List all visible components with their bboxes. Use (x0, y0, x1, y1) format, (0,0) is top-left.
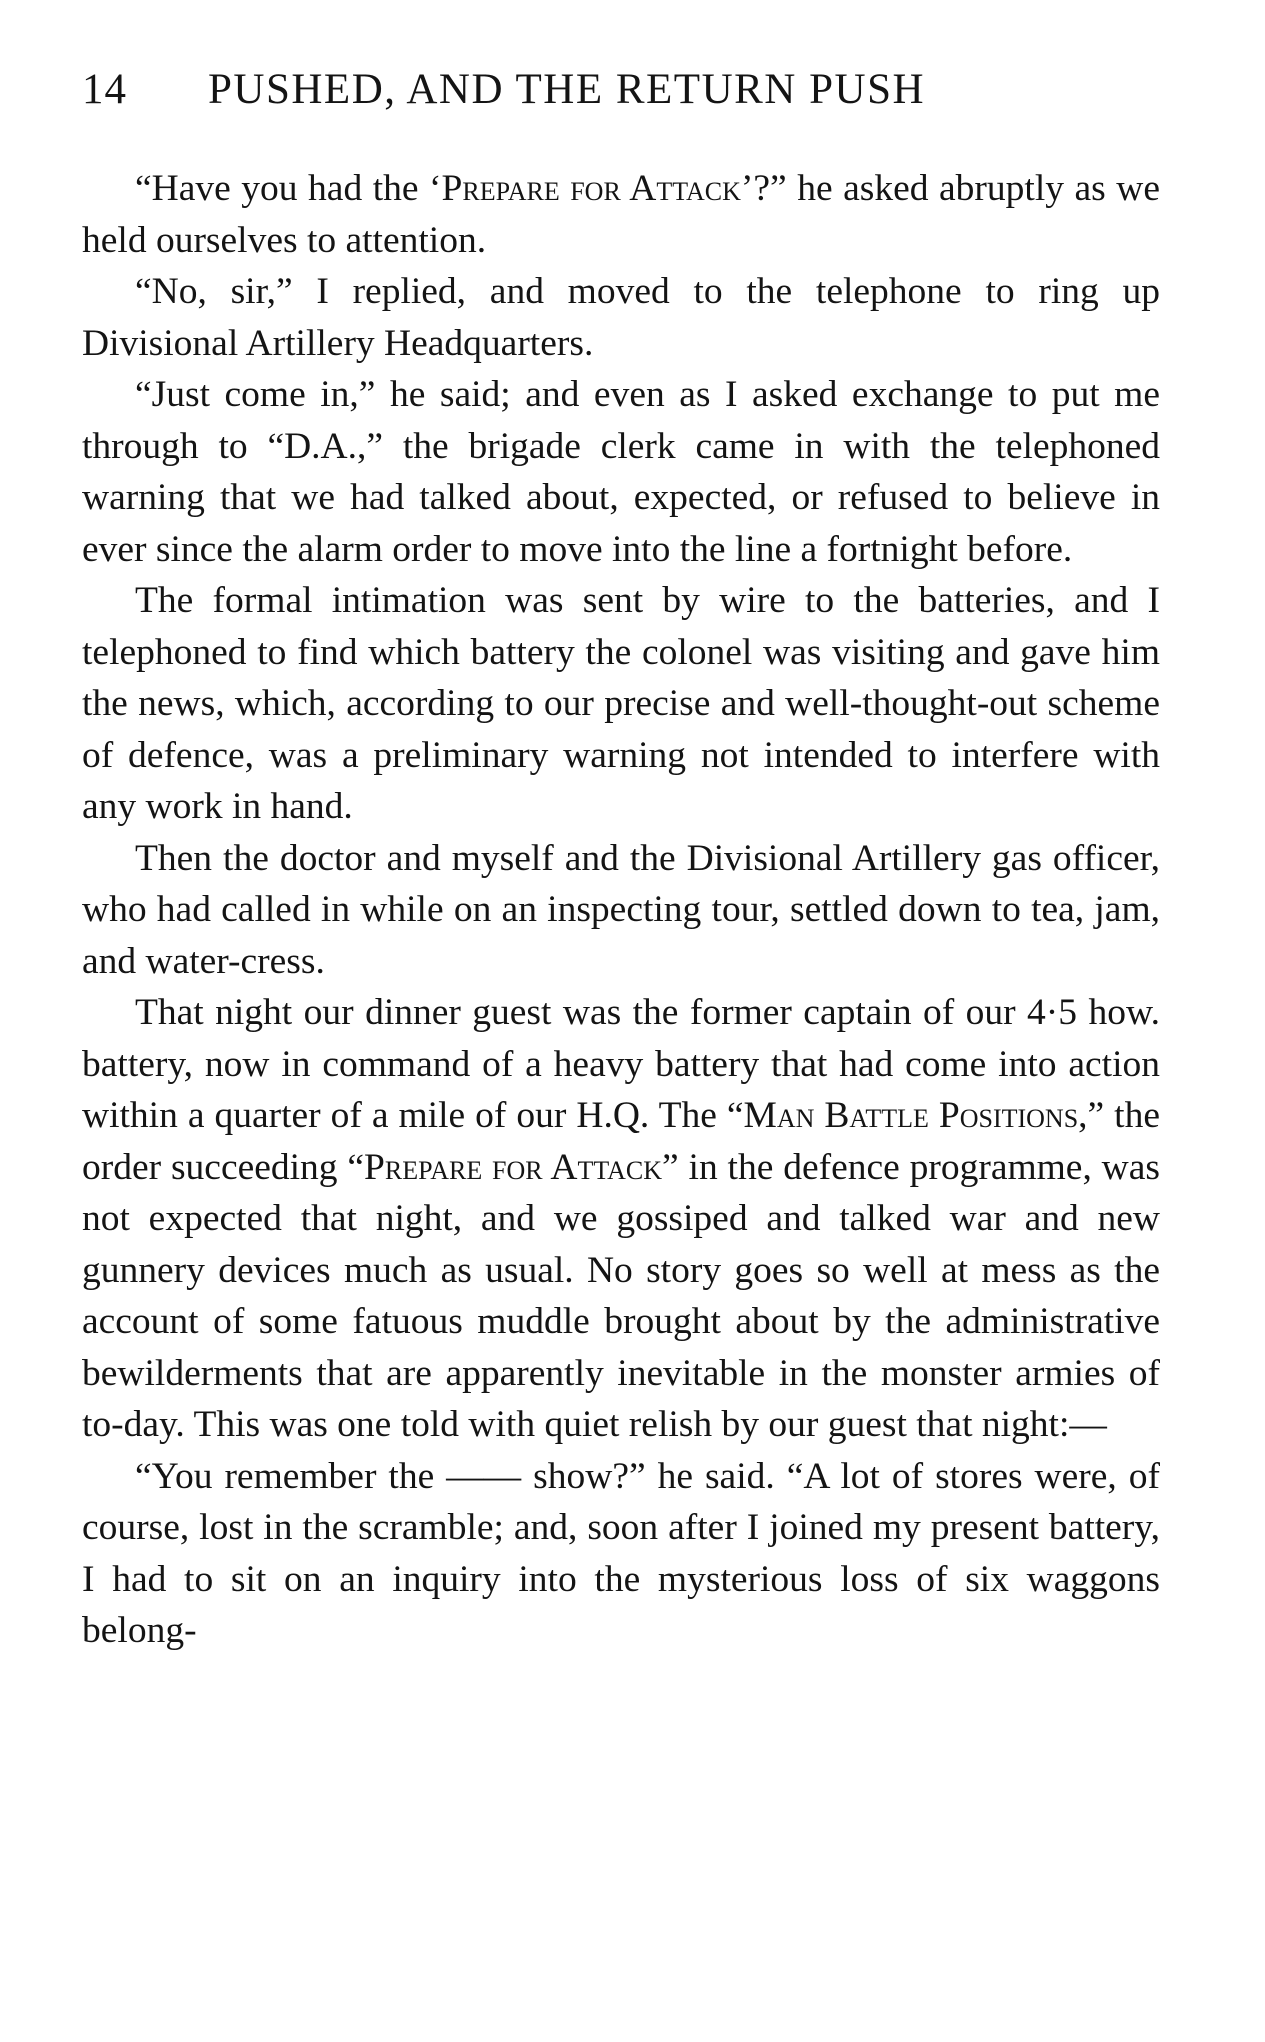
paragraph-6-text-a: That night our dinner guest was the former captain of our 4·5 how. battery, now in command of a heavy battery that had come into action within a quarter of a mile of our H.Q. The “ (82, 992, 1160, 1136)
paragraph-1-text-b: ’?” he asked abruptly as we held ourselves to attention. (82, 168, 1160, 261)
prepare-for-attack-order-2: Prepare for Attack (364, 1146, 663, 1188)
paragraph-1-text-a: “Have you had the ‘ (135, 168, 442, 209)
paragraph-3: “Just come in,” he said; and even as I asked exchange to put me through to “D.A.,” the brigade clerk came in with the telephoned warning that we had talked about, expected, or refused to believe in ever since the alarm order to move into the line a fortnight before. (82, 374, 1160, 570)
page-number: 14 (82, 66, 127, 113)
body-text (82, 163, 1160, 1657)
running-head (82, 60, 1162, 120)
paragraph-6-text-b: ,” the order succeeding “ (82, 1095, 1160, 1188)
paragraph-2: “No, sir,” I replied, and moved to the telephone to ring up Divisional Artillery Headquarters. (82, 271, 1160, 364)
paragraph-5: Then the doctor and myself and the Divisional Artillery gas officer, who had called in while on an inspecting tour, settled down to tea, jam, and water-cress. (82, 837, 1160, 982)
paragraph-6 (82, 987, 1160, 1451)
paragraph-7: “You remember the —— show?” he said. “A lot of stores were, of course, lost in the scramble; and, soon after I joined my present battery, I had to sit on an inquiry into the mysterious loss of six waggons belong- (82, 1455, 1160, 1651)
running-title: PUSHED, AND THE RETURN PUSH (208, 66, 926, 113)
paragraph-4: The formal intimation was sent by wire to the batteries, and I telephoned to find which battery the colonel was visiting and gave him the news, which, according to our precise and well-thought-out scheme of defence, was a preliminary warning not intended to interfere with any work in hand. (82, 580, 1160, 827)
paragraph-6-text-c: ” in the defence programme, was not expected that night, and we gossiped and talked war and new gunnery devices much as usual. No story goes so well at mess as the account of some fatuous muddle brought about by the administrative bewilderments that are apparently inevitable in the monster armies of to-day. This was one told with quiet relish by our guest that night:— (82, 1146, 1160, 1445)
paragraph-1 (82, 163, 1160, 266)
man-battle-positions-order: Man Battle Positions (743, 1095, 1079, 1136)
prepare-for-attack-order: Prepare for Attack (441, 168, 741, 209)
